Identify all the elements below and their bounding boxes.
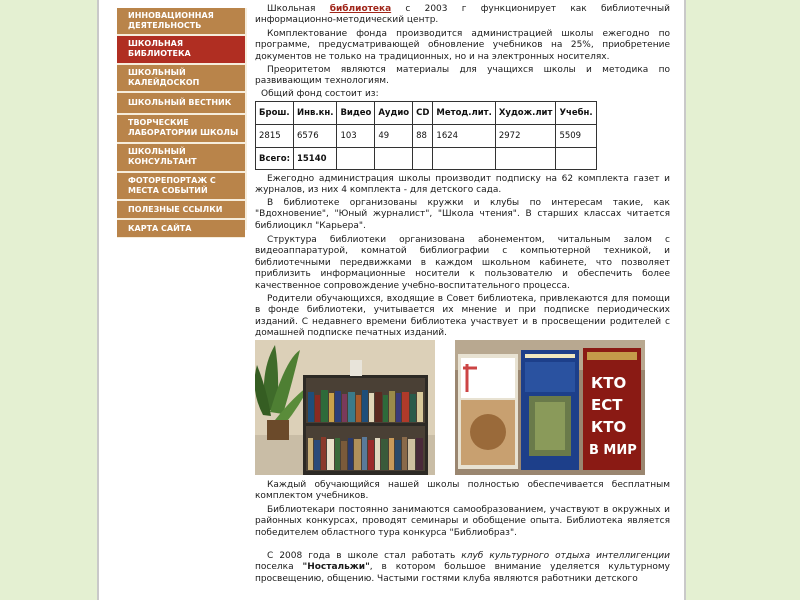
nav-item-kaleidoscope[interactable]	[117, 65, 245, 92]
nav-item-label: ЛАБОРАТОРИИ ШКОЛЫ	[128, 128, 239, 137]
table-cell: 49	[375, 125, 413, 148]
paragraph-subscription: Ежегодно администрация школы производит подписку на 62 комплекта газет и журналов, из них 4 комплекта - для детского сада.	[255, 174, 670, 196]
nav-item-label: КОНСУЛЬТАНТ	[128, 157, 197, 166]
paragraph-priority: Преоритетом являются материалы для учащихся школы и методика по развивающим технологиям.	[255, 65, 670, 87]
bookshelf-photo	[255, 340, 435, 475]
total-label: Всего:	[256, 148, 294, 170]
nav-item-label: ФОТОРЕПОРТАЖ С	[128, 176, 216, 185]
nav-item-label: ШКОЛЬНЫЙ ВЕСТНИК	[128, 98, 232, 107]
paragraph-parents: Родители обучающихся, входящие в Совет библиотека, привлекаются для помощи в фонде библиотеки, учитывается их мнение и при подписке периодических изданий. С недавнего времени библиотека участвует и в просвещении родителей с домашней подписке печатных изданий.	[255, 294, 670, 339]
table-cell	[433, 148, 495, 170]
nav-item-school-library[interactable]	[117, 36, 245, 64]
page-border-left	[97, 0, 99, 600]
table-cell: 6576	[293, 125, 336, 148]
library-link[interactable]: библиотека	[329, 4, 392, 14]
book-title-line: ЕСТ	[591, 396, 623, 414]
text: С 2008 года в школе стал работать	[267, 551, 456, 561]
table-cell	[495, 148, 556, 170]
nav-item-innovation[interactable]	[117, 8, 245, 35]
nav-item-label: ШКОЛЬНАЯ	[128, 39, 184, 48]
text: Школьная	[267, 4, 316, 14]
table-cell	[413, 148, 433, 170]
table-cell: 5509	[556, 125, 596, 148]
paragraph-acquisition: Комплектование фонда производится администрацией школы ежегодно по программе, предусматривающей обновление учебников на 25%, приобретение документов не только на традиционных, но и на электронных носителях.	[255, 29, 670, 62]
nav-item-label: ТВОРЧЕСКИЕ	[128, 118, 189, 127]
nav-item-label: ШКОЛЬНЫЙ	[128, 68, 186, 77]
table-header-row	[256, 102, 597, 125]
table-header-cell: Аудио	[375, 102, 413, 125]
table-header-cell: CD	[413, 102, 433, 125]
table-row	[256, 125, 597, 148]
nav-item-vestnik[interactable]	[117, 93, 245, 114]
nav-item-label: БИБЛИОТЕКА	[128, 49, 191, 58]
table-cell	[375, 148, 413, 170]
nav-item-label: КАРТА САЙТА	[128, 224, 192, 233]
sidebar-nav	[117, 8, 247, 233]
nav-item-sitemap[interactable]	[117, 220, 245, 238]
page-border-right	[684, 0, 686, 600]
table-total-row	[256, 148, 597, 170]
book-title-line: В МИР	[589, 443, 637, 458]
text: , в котором большое внимание уделяется культурному просвещению, общению. Частыми гостями клуба являются работники детского	[255, 562, 670, 584]
text: с 2003 г функционирует как библиотечный информационно-методический центр.	[255, 4, 670, 26]
right-margin	[685, 0, 800, 600]
nav-item-photo-report[interactable]	[117, 173, 245, 200]
total-value: 15140	[293, 148, 336, 170]
books-photo	[455, 340, 645, 475]
left-margin	[0, 0, 97, 600]
text: клуб культурного отдыха интеллигенции	[461, 551, 670, 561]
paragraph-textbooks: Каждый обучающийся нашей школы полностью обеспечивается бесплатным комплектом учебников.	[255, 480, 670, 502]
nav-item-label: ШКОЛЬНЫЙ	[128, 147, 186, 156]
table-header-cell: Брош.	[256, 102, 294, 125]
nav-item-label: КАЛЕЙДОСКОП	[128, 78, 200, 87]
table-cell	[556, 148, 596, 170]
nav-item-label: ИННОВАЦИОННАЯ	[128, 11, 214, 20]
paragraph-fund-intro: Общий фонд состоит из:	[261, 89, 379, 99]
paragraph-structure: Структура библиотеки организована абонементом, читальным залом с видеоаппаратурой, комнатой библиографии с компьютерной техникой, и библиотечными передвижками в каждом школьном кабинете, что позволяет приблизить информационные носители к пользователю и обеспечить более качественное сопровождение учебно-воспитательного процесса.	[255, 235, 670, 291]
club-name: "Ностальжи"	[302, 562, 370, 573]
table-header-cell: Учебн.	[556, 102, 596, 125]
book-title-line: КТО	[591, 374, 627, 392]
nav-item-label: ДЕЯТЕЛЬНОСТЬ	[128, 21, 202, 30]
table-header-cell: Видео	[337, 102, 375, 125]
table-header-cell: Худож.лит	[495, 102, 556, 125]
table-cell: 103	[337, 125, 375, 148]
paragraph-librarians: Библиотекари постоянно занимаются самообразованием, участвуют в окружных и районных конкурсах, проводят семинары и обобщение опыта. Библиотека является победителем областного тура конкурса "Библиобраз".	[255, 505, 670, 538]
nav-item-consultant[interactable]	[117, 144, 245, 172]
table-cell: 1624	[433, 125, 495, 148]
nav-item-label: МЕСТА СОБЫТИЙ	[128, 186, 208, 195]
nav-item-labs[interactable]	[117, 115, 245, 143]
paragraph-club-nostalgia	[255, 551, 670, 585]
nav-item-useful-links[interactable]	[117, 201, 245, 219]
table-header-cell: Инв.кн.	[293, 102, 336, 125]
fund-table	[255, 101, 597, 170]
text: поселка	[255, 562, 294, 573]
table-cell: 2972	[495, 125, 556, 148]
paragraph-intro	[255, 4, 670, 27]
nav-item-label: ПОЛЕЗНЫЕ ССЫЛКИ	[128, 205, 223, 214]
paragraph-clubs: В библиотеке организованы кружки и клубы по интересам такие, как "Вдохновение", "Юный журналист", "Школа чтения". В старших классах читается библиоцикл "Карьера".	[255, 198, 670, 231]
table-cell: 88	[413, 125, 433, 148]
table-header-cell: Метод.лит.	[433, 102, 495, 125]
table-cell	[337, 148, 375, 170]
table-cell: 2815	[256, 125, 294, 148]
book-title-line: КТО	[591, 418, 627, 436]
